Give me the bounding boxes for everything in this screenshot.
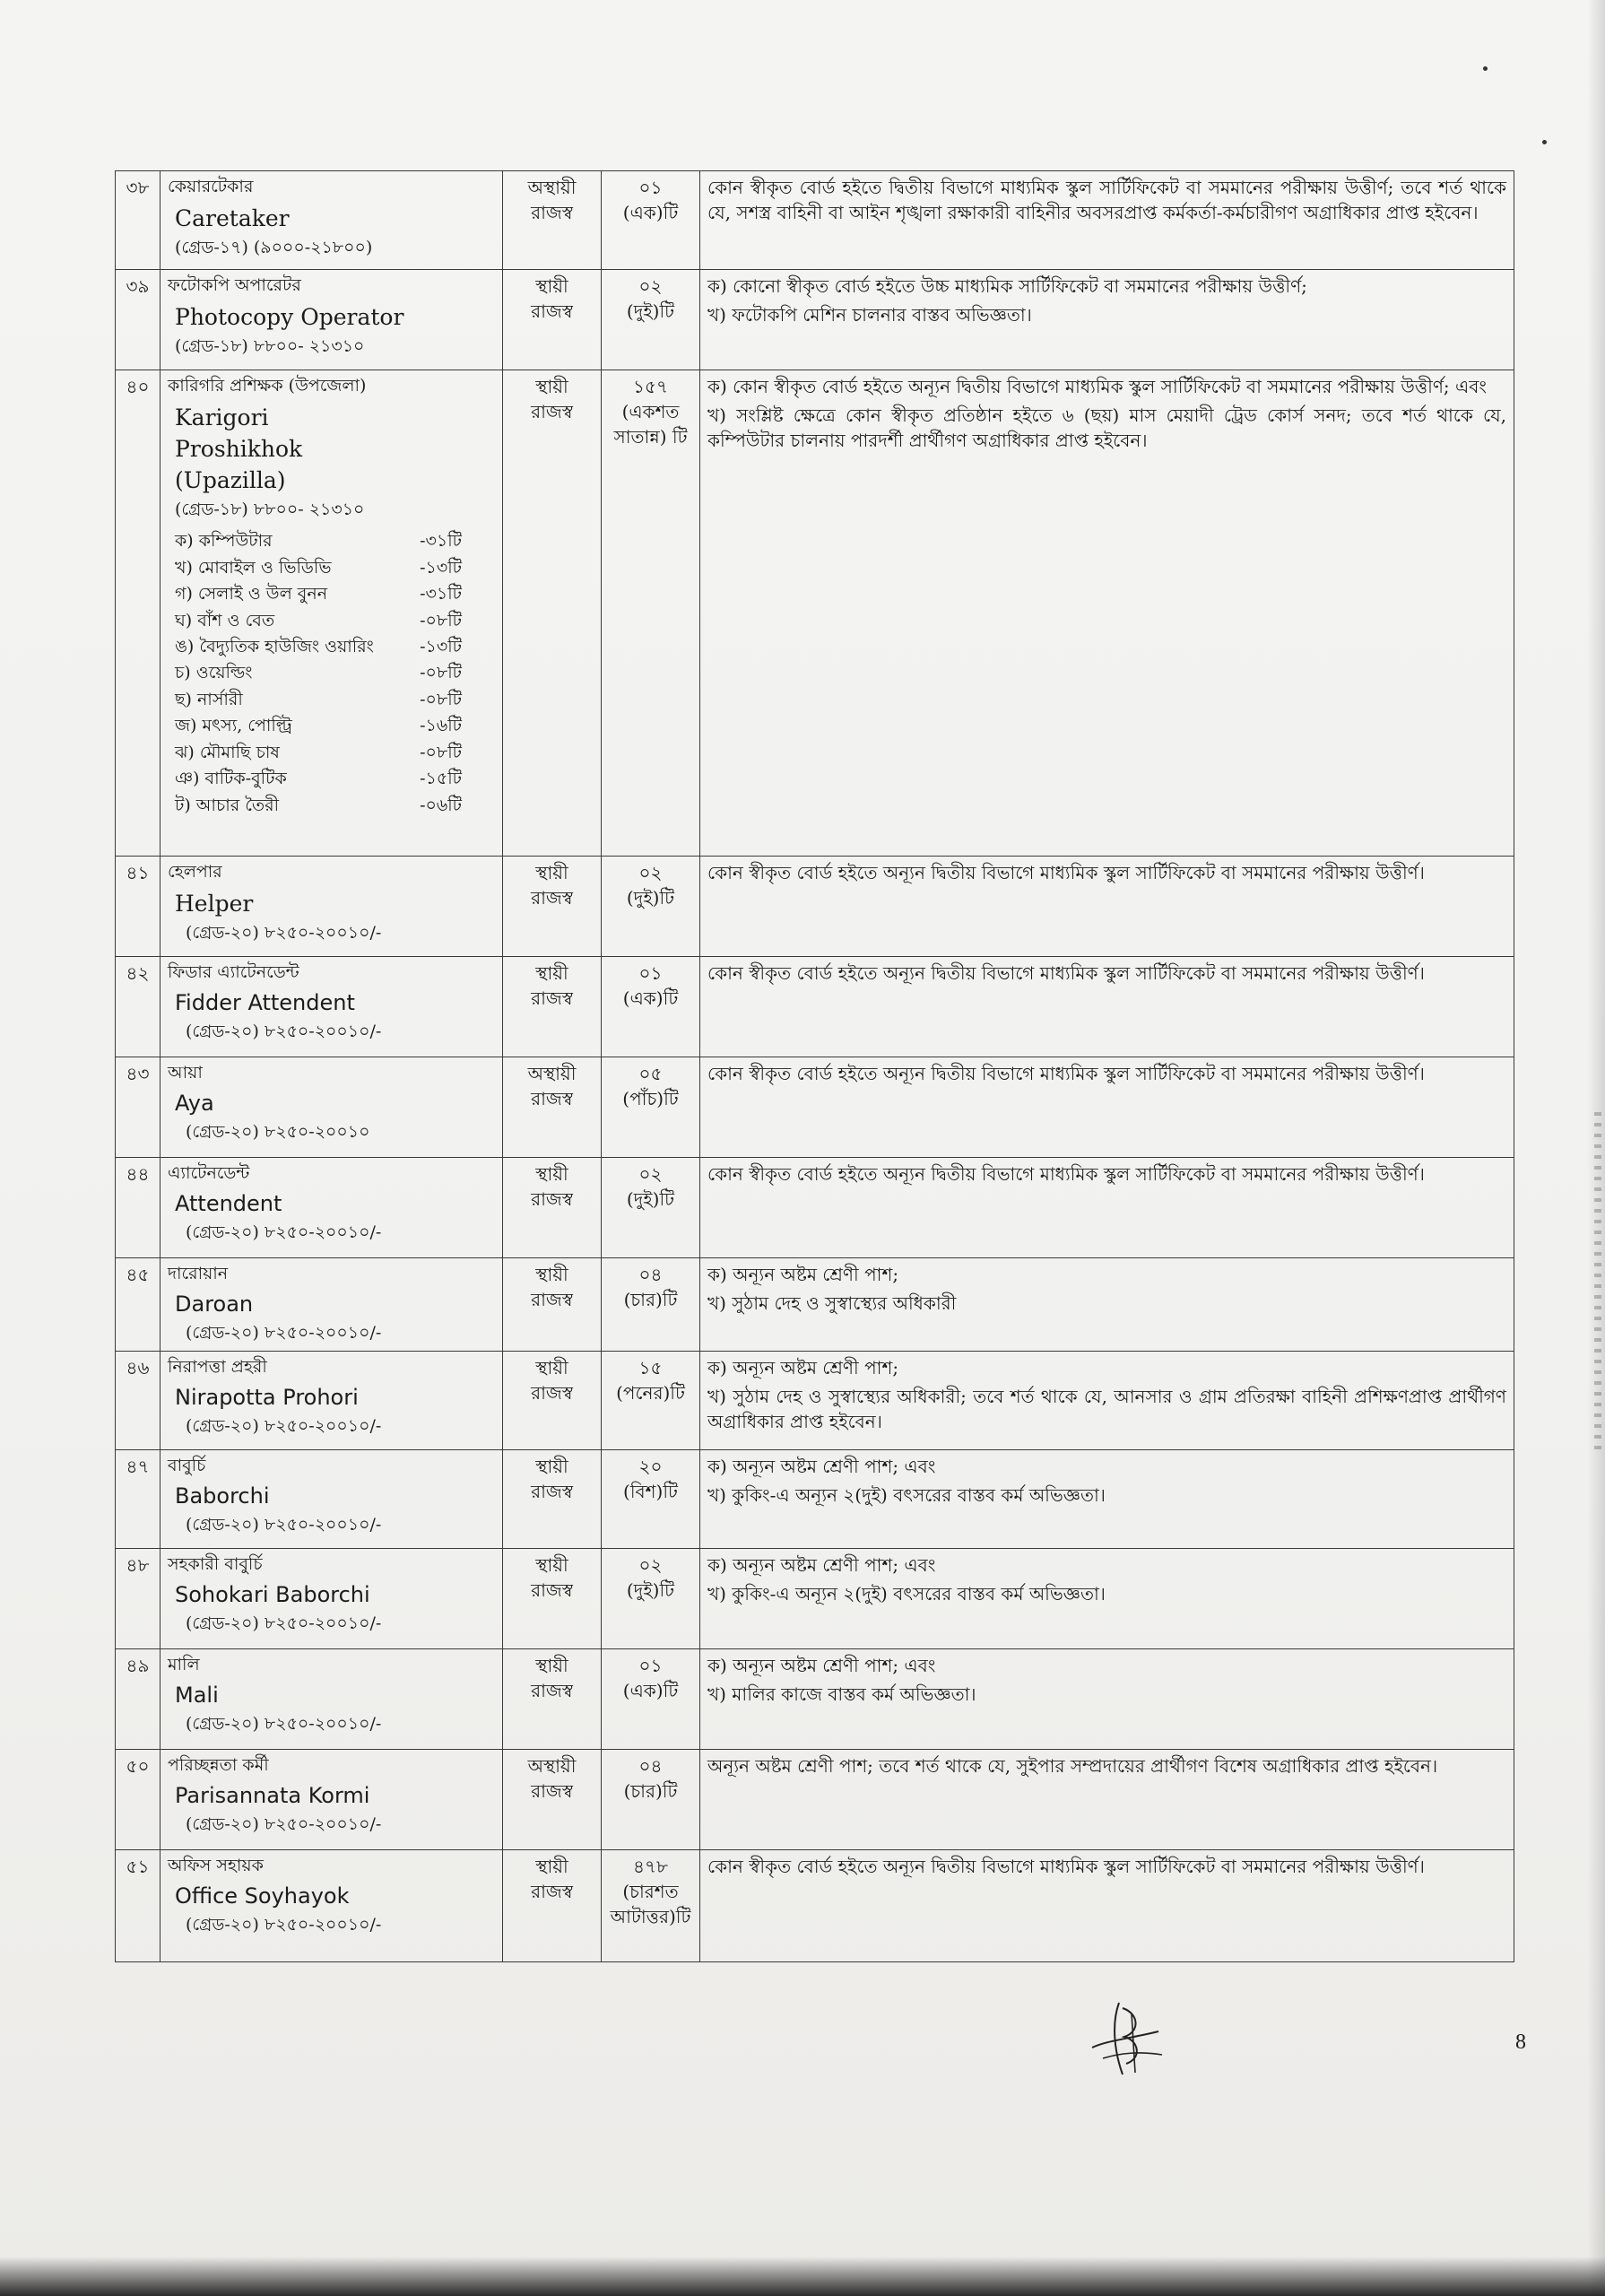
serial-number: ৪১ [116,857,160,957]
post-name-english: Mali [175,1682,219,1708]
vacancy-count-line: ০৫ [638,1063,663,1084]
trade-name: ঝ) মৌমাছি চাষ [175,742,280,762]
vacancy-count-line: (পনের)টি [616,1382,685,1404]
qualification-cell [700,1649,1514,1750]
qualification-line: খ) ফটোকপি মেশিন চালনার বাস্তব অভিজ্ঞতা। [707,304,1032,326]
vacancy-count-line: (চারশত [622,1881,679,1902]
post-type-line: স্থায়ী [535,862,568,883]
scan-bottom-shadow [0,2257,1605,2296]
job-row [116,370,1514,857]
pay-grade: (গ্রেড-২০) ৮২৫০-২০০১০/- [186,1222,382,1243]
vacancy-count-line: (এক)টি [622,987,679,1009]
post-name-english: Caretaker [175,204,290,231]
qualification-cell [700,857,1514,957]
trade-breakdown-item [175,528,462,554]
pay-grade: (গ্রেড-২০) ৮২৫০-২০০১০/- [186,1416,382,1437]
qualification-line: কোন স্বীকৃত বোর্ড হইতে অন্যূন দ্বিতীয় বিভাগে মাধ্যমিক স্কুল সার্টিফিকেট বা সমমানের পরীক্ষায় উত্তীর্ণ। [707,962,1425,984]
qualification-cell [700,1450,1514,1549]
post-name-english: Attendent [175,1190,282,1216]
post-type-line: রাজস্ব [531,1481,573,1502]
job-table [115,170,1514,1962]
post-name-cell [160,171,503,270]
post-type-line: স্থায়ী [535,1264,568,1285]
qualification-line: কোন স্বীকৃত বোর্ড হইতে দ্বিতীয় বিভাগে মাধ্যমিক স্কুল সার্টিফিকেট বা সমমানের পরীক্ষায় উত্তীর্ণ; তবে শর্ত থাকে যে, সশস্ত্র বাহিনী বা আইন শৃঙ্খলা রক্ষাকারী বাহিনীর অবসরপ্রাপ্ত কর্মকর্তা-কর্মচারীগণ অগ্রাধিকার প্রাপ্ত হইবেন। [707,177,1506,223]
post-type-line: রাজস্ব [531,202,573,223]
page-number: 8 [1515,2031,1526,2054]
qualification-line: খ) মালির কাজে বাস্তব কর্ম অভিজ্ঞতা। [707,1683,976,1705]
post-type-cell [503,1258,602,1352]
post-name-english: Photocopy Operator [175,303,404,330]
post-type-cell [503,1352,602,1450]
post-type-line: রাজস্ব [531,887,573,909]
vacancy-count-cell [602,1549,700,1649]
post-type-line: রাজস্ব [531,1188,573,1210]
trade-breakdown-item [175,793,462,819]
qualification-line: ক) অন্যূন অষ্টম শ্রেণী পাশ; [707,1264,899,1285]
vacancy-count-line: ০২ [638,862,663,883]
post-type-line: স্থায়ী [535,1357,568,1378]
trade-breakdown-item [175,660,462,686]
qualification-line: কোন স্বীকৃত বোর্ড হইতে অন্যূন দ্বিতীয় বিভাগে মাধ্যমিক স্কুল সার্টিফিকেট বা সমমানের পরীক্ষায় উত্তীর্ণ। [707,1063,1425,1084]
post-name-english: Aya [175,1090,214,1116]
signature [1076,1996,1175,2081]
post-name-cell [160,1057,503,1158]
post-type-cell [503,1750,602,1850]
vacancy-count-line: ০৪ [638,1755,663,1777]
qualification-line: ক) অন্যূন অষ্টম শ্রেণী পাশ; এবং [707,1655,936,1676]
vacancy-count-line: ০১ [638,962,663,984]
qualification-cell [700,1352,1514,1450]
trade-count: -১৩টি [420,557,462,578]
post-type-cell [503,1057,602,1158]
serial-number: ৩৮ [116,171,160,270]
post-type-line: অস্থায়ী [527,1755,577,1777]
trade-name: ট) আচার তৈরী [175,795,280,815]
post-type-line: স্থায়ী [535,1163,568,1185]
qualification-cell [700,171,1514,270]
serial-number: ৪২ [116,957,160,1057]
trade-count: -৩১টি [420,584,462,604]
qualification-cell [700,1750,1514,1850]
vacancy-count-line: (চার)টি [623,1780,678,1802]
qualification-cell [700,1158,1514,1258]
qualification-line: অন্যূন অষ্টম শ্রেণী পাশ; তবে শর্ত থাকে যে, সুইপার সম্প্রদায়ের প্রার্থীগণ বিশেষ অগ্রাধিকার প্রাপ্ত হইবেন। [707,1755,1438,1777]
trade-breakdown-item [175,713,462,739]
job-row [116,171,1514,270]
post-type-line: রাজস্ব [531,1289,573,1310]
vacancy-count-cell [602,1158,700,1258]
serial-number: ৫০ [116,1750,160,1850]
page-edge-mark [1594,1112,1601,1453]
job-row [116,1549,1514,1649]
vacancy-count-line: (এক)টি [622,1680,679,1701]
qualification-line: খ) সংশ্লিষ্ট ক্ষেত্রে কোন স্বীকৃত প্রতিষ্ঠান হইতে ৬ (ছয়) মাস মেয়াদী ট্রেড কোর্স সনদ; তবে শর্ত থাকে যে, কম্পিউটার চালনায় পারদর্শী প্রার্থীগণ অগ্রাধিকার প্রাপ্ত হইবেন। [707,404,1506,451]
post-name-cell [160,1750,503,1850]
post-name-english: Nirapotta Prohori [175,1384,359,1410]
vacancy-count-line: (পাঁচ)টি [622,1088,679,1109]
speck [1483,66,1488,71]
vacancy-count-cell [602,1450,700,1549]
vacancy-count-line: আটাত্তর)টি [610,1906,691,1927]
post-type-line: স্থায়ী [535,376,568,397]
post-type-line: স্থায়ী [535,962,568,984]
post-type-line: স্থায়ী [535,275,568,297]
pay-grade: (গ্রেড-১৮) ৮৮০০- ২১৩১০ [175,335,365,356]
post-type-line: রাজস্ব [531,1088,573,1109]
qualification-line: খ) কুকিং-এ অন্যূন ২(দুই) বৎসরের বাস্তব কর্ম অভিজ্ঞতা। [707,1583,1106,1605]
qualification-line: ক) কোনো স্বীকৃত বোর্ড হইতে উচ্চ মাধ্যমিক সার্টিফিকেট বা সমমানের পরীক্ষায় উত্তীর্ণ; [707,275,1307,297]
pay-grade: (গ্রেড-২০) ৮২৫০-২০০১০/- [186,1515,382,1535]
trade-name: ঘ) বাঁশ ও বেত [175,610,275,631]
pay-grade: (গ্রেড-২০) ৮২৫০-২০০১০/- [186,1915,382,1935]
vacancy-count-line: ০১ [638,1655,663,1676]
vacancy-count-line: (বিশ)টি [623,1481,678,1502]
vacancy-count-line: (দুই)টি [626,1188,675,1210]
post-name-english: Helper [175,890,254,917]
vacancy-count-line: ১৫৭ [633,376,668,397]
post-name-cell [160,1158,503,1258]
qualification-cell [700,370,1514,857]
post-type-line: রাজস্ব [531,300,573,322]
post-name-cell [160,1850,503,1962]
vacancy-count-line: সাতান্ন) টি [613,426,688,448]
pay-grade: (গ্রেড-২০) ৮২৫০-২০০১০/- [186,1613,382,1634]
post-type-line: রাজস্ব [531,1881,573,1902]
vacancy-count-cell [602,1352,700,1450]
post-name-english: Baborchi [175,1483,270,1509]
pay-grade: (গ্রেড-২০) ৮২৫০-২০০১০/- [186,922,382,943]
job-row [116,1850,1514,1962]
post-name-cell [160,957,503,1057]
pay-grade: (গ্রেড-১৮) ৮৮০০- ২১৩১০ [175,499,365,519]
pay-grade: (গ্রেড-২০) ৮২৫০-২০০১০/- [186,1714,382,1735]
qualification-cell [700,1057,1514,1158]
vacancy-count-cell [602,1649,700,1750]
post-name-cell [160,1649,503,1750]
serial-number: ৪৭ [116,1450,160,1549]
qualification-cell [700,1850,1514,1962]
vacancy-count-cell [602,171,700,270]
vacancy-count-cell [602,1258,700,1352]
job-row [116,1158,1514,1258]
vacancy-count-line: (চার)টি [623,1289,678,1310]
post-name-bangla: এ্যাটেনডেন্ট [168,1163,250,1183]
trade-breakdown-item [175,608,462,634]
job-row [116,1258,1514,1352]
vacancy-count-line: (একশত [621,401,680,422]
post-name-cell [160,1258,503,1352]
vacancy-count-line: (দুই)টি [626,1579,675,1601]
qualification-line: খ) সুঠাম দেহ ও সুস্বাস্থ্যের অধিকারী [707,1292,957,1314]
vacancy-count-cell [602,957,700,1057]
serial-number: ৪০ [116,370,160,857]
vacancy-count-cell [602,1057,700,1158]
post-name-bangla: সহকারী বাবুর্চি [168,1554,263,1574]
qualification-cell [700,270,1514,370]
post-name-bangla: বাবুর্চি [168,1456,206,1475]
serial-number: ৪৫ [116,1258,160,1352]
post-type-line: অস্থায়ী [527,1063,577,1084]
post-name-english: Fidder Attendent [175,989,355,1015]
qualification-line: ক) অন্যূন অষ্টম শ্রেণী পাশ; এবং [707,1554,936,1576]
trade-count: -০৮টি [420,742,462,762]
qualification-cell [700,1258,1514,1352]
post-name-english: Sohokari Baborchi [175,1581,370,1607]
post-type-cell [503,370,602,857]
vacancy-count-line: (দুই)টি [626,887,675,909]
post-type-cell [503,857,602,957]
post-name-bangla: নিরাপত্তা প্রহরী [168,1357,267,1377]
trade-count: -১৩টি [420,636,462,657]
post-name-bangla: আয়া [168,1063,203,1083]
trade-count: -৩১টি [420,531,462,552]
trade-breakdown-list [175,528,462,819]
qualification-line: কোন স্বীকৃত বোর্ড হইতে অন্যূন দ্বিতীয় বিভাগে মাধ্যমিক স্কুল সার্টিফিকেট বা সমমানের পরীক্ষায় উত্তীর্ণ। [707,1163,1425,1185]
vacancy-count-cell [602,370,700,857]
post-type-line: রাজস্ব [531,987,573,1009]
trade-name: খ) মোবাইল ও ভিডিভি [175,557,332,578]
pay-grade: (গ্রেড-২০) ৮২৫০-২০০১০ [186,1122,370,1143]
post-name-bangla: দারোয়ান [168,1264,229,1283]
vacancy-count-cell [602,1850,700,1962]
vacancy-count-line: ১৫ [638,1357,663,1378]
serial-number: ৪৯ [116,1649,160,1750]
post-type-line: স্থায়ী [535,1655,568,1676]
job-row [116,1450,1514,1549]
post-type-line: অস্থায়ী [527,177,577,198]
vacancy-count-line: ০২ [638,1554,663,1576]
trade-name: জ) মৎস্য, পোল্ট্রি [175,716,292,736]
qualification-line: খ) কুকিং-এ অন্যূন ২(দুই) বৎসরের বাস্তব কর্ম অভিজ্ঞতা। [707,1484,1106,1506]
post-name-english: Office Soyhayok [175,1883,350,1909]
post-name-cell [160,370,503,857]
trade-count: -০৮টি [420,689,462,709]
trade-count: -১৫টি [420,769,462,789]
trade-name: ঙ) বৈদ্যুতিক হাউজিং ওয়ারিং [175,636,374,657]
post-name-cell [160,857,503,957]
serial-number: ৪৩ [116,1057,160,1158]
serial-number: ৫১ [116,1850,160,1962]
trade-count: -০৮টি [420,610,462,631]
trade-breakdown-item [175,634,462,660]
post-type-cell [503,171,602,270]
trade-breakdown-item [175,555,462,581]
job-row [116,1750,1514,1850]
post-type-cell [503,957,602,1057]
post-name-english: Karigori Proshikhok (Upazilla) [175,404,303,493]
post-type-line: স্থায়ী [535,1856,568,1877]
post-type-cell [503,1450,602,1549]
job-row [116,957,1514,1057]
post-type-line: রাজস্ব [531,401,573,422]
job-row [116,1352,1514,1450]
post-name-bangla: হেলপার [168,862,222,882]
post-name-cell [160,1549,503,1649]
post-type-cell [503,1549,602,1649]
post-name-bangla: মালি [168,1655,200,1674]
post-name-bangla: অফিস সহায়ক [168,1856,264,1875]
trade-breakdown-item [175,581,462,607]
post-type-line: রাজস্ব [531,1680,573,1701]
qualification-cell [700,1549,1514,1649]
qualification-line: ক) কোন স্বীকৃত বোর্ড হইতে অন্যূন দ্বিতীয় বিভাগে মাধ্যমিক স্কুল সার্টিফিকেট বা সমমানের পরীক্ষায় উত্তীর্ণ; এবং [707,376,1487,397]
post-type-line: রাজস্ব [531,1382,573,1404]
job-row [116,857,1514,957]
qualification-line: খ) সুঠাম দেহ ও সুস্বাস্থ্যের অধিকারী; তবে শর্ত থাকে যে, আনসার ও গ্রাম প্রতিরক্ষা বাহিনী প্রশিক্ষণপ্রাপ্ত প্রার্থীগণ অগ্রাধিকার প্রাপ্ত হইবেন। [707,1386,1506,1432]
serial-number: ৩৯ [116,270,160,370]
post-type-line: রাজস্ব [531,1780,573,1802]
qualification-line: ক) অন্যূন অষ্টম শ্রেণী পাশ; এবং [707,1456,936,1477]
post-type-cell [503,1850,602,1962]
post-name-bangla: কারিগরি প্রশিক্ষক (উপজেলা) [168,376,367,396]
post-name-cell [160,1450,503,1549]
post-name-bangla: কেয়ারটেকার [168,177,254,196]
post-name-english: Daroan [175,1291,254,1317]
pay-grade: (গ্রেড-১৭) (৯০০০-২১৮০০) [175,237,373,257]
vacancy-count-cell [602,1750,700,1850]
post-type-line: স্থায়ী [535,1456,568,1477]
trade-count: -০৬টি [420,795,462,815]
trade-name: চ) ওয়েল্ডিং [175,663,253,683]
qualification-line: কোন স্বীকৃত বোর্ড হইতে অন্যূন দ্বিতীয় বিভাগে মাধ্যমিক স্কুল সার্টিফিকেট বা সমমানের পরীক্ষায় উত্তীর্ণ। [707,862,1425,883]
trade-count: -০৮টি [420,663,462,683]
trade-name: ছ) নার্সারী [175,689,243,709]
post-type-line: রাজস্ব [531,1579,573,1601]
vacancy-count-line: (এক)টি [622,202,679,223]
vacancy-count-line: ০১ [638,177,663,198]
post-name-cell [160,1352,503,1450]
trade-name: ক) কম্পিউটার [175,531,273,552]
vacancy-count-line: ২০ [638,1456,663,1477]
qualification-line: ক) অন্যূন অষ্টম শ্রেণী পাশ; [707,1357,899,1378]
speck [1542,140,1547,144]
post-type-line: স্থায়ী [535,1554,568,1576]
vacancy-count-line: ০২ [638,1163,663,1185]
post-type-cell [503,270,602,370]
post-name-cell [160,270,503,370]
job-row [116,1649,1514,1750]
serial-number: ৪৬ [116,1352,160,1450]
post-name-bangla: ফিডার এ্যাটেনডেন্ট [168,962,299,982]
vacancy-count-line: (দুই)টি [626,300,675,322]
vacancy-count-line: ০৪ [638,1264,663,1285]
pay-grade: (গ্রেড-২০) ৮২৫০-২০০১০/- [186,1814,382,1835]
pay-grade: (গ্রেড-২০) ৮২৫০-২০০১০/- [186,1022,382,1042]
pay-grade: (গ্রেড-২০) ৮২৫০-২০০১০/- [186,1323,382,1344]
trade-count: -১৬টি [420,716,462,736]
post-name-bangla: পরিচ্ছন্নতা কর্মী [168,1755,269,1775]
serial-number: ৪৪ [116,1158,160,1258]
trade-breakdown-item [175,766,462,792]
job-row [116,270,1514,370]
trade-name: ঞ) বাটিক-বুটিক [175,769,287,789]
post-name-bangla: ফটোকপি অপারেটর [168,275,301,295]
vacancy-count-cell [602,857,700,957]
serial-number: ৪৮ [116,1549,160,1649]
trade-breakdown-item [175,687,462,713]
post-name-english: Parisannata Kormi [175,1782,370,1808]
trade-name: গ) সেলাই ও উল বুনন [175,584,328,604]
post-type-cell [503,1158,602,1258]
vacancy-count-line: ০২ [638,275,663,297]
job-row [116,1057,1514,1158]
trade-breakdown-item [175,740,462,766]
vacancy-count-line: ৪৭৮ [633,1856,668,1877]
qualification-line: কোন স্বীকৃত বোর্ড হইতে অন্যূন দ্বিতীয় বিভাগে মাধ্যমিক স্কুল সার্টিফিকেট বা সমমানের পরীক্ষায় উত্তীর্ণ। [707,1856,1425,1877]
post-type-cell [503,1649,602,1750]
vacancy-count-cell [602,270,700,370]
qualification-cell [700,957,1514,1057]
